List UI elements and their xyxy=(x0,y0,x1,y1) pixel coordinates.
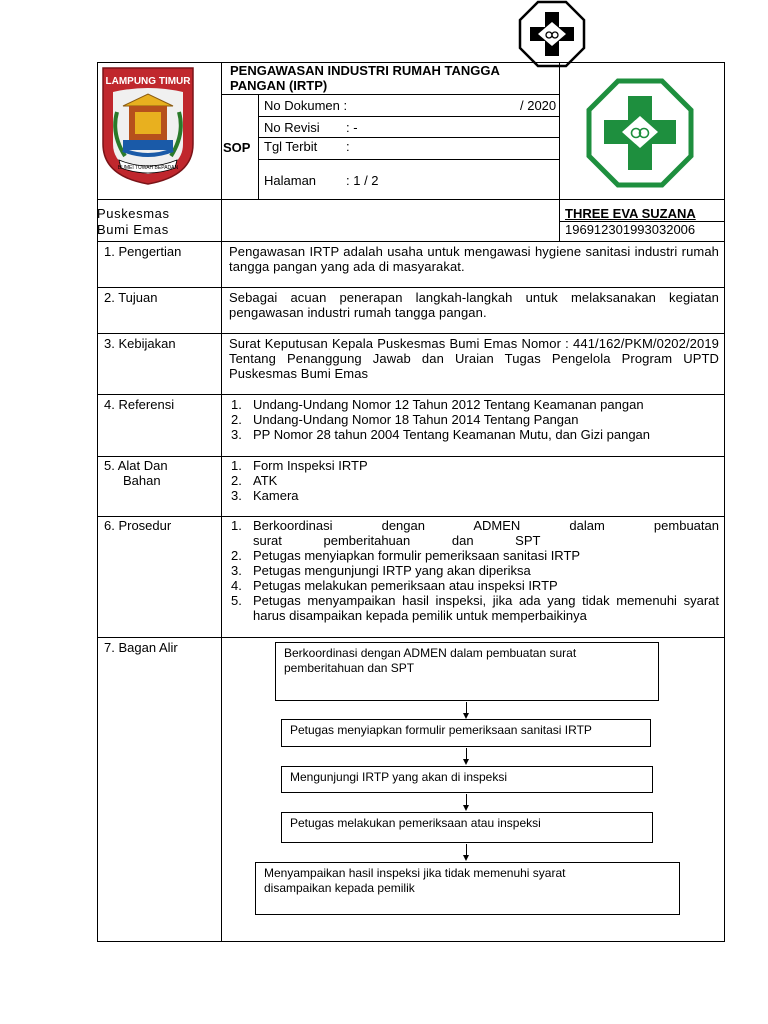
org-name-line1: Puskesmas xyxy=(97,206,170,221)
section-label-kebijakan: 3. Kebijakan xyxy=(104,336,176,351)
section-line-6 xyxy=(97,516,725,517)
list-item: 5. Petugas menyampaikan hasil inspeksi, jika ada yang tidak memenuhi syarat harus disampaikan kepada pemilik untuk memperbaikinya xyxy=(231,593,719,623)
flow-arrow-4 xyxy=(466,844,467,855)
flow-step-4: Petugas melakukan pemeriksaan atau inspeksi xyxy=(281,812,653,843)
no-revisi-value: : - xyxy=(346,120,358,135)
section-line-1 xyxy=(97,241,725,242)
section-label-bagan-alir: 7. Bagan Alir xyxy=(104,640,178,655)
column-divider xyxy=(221,62,222,942)
section-line-4 xyxy=(97,394,725,395)
row-line-3 xyxy=(258,159,559,160)
list-item: 1. Form Inspeksi IRTP xyxy=(231,458,368,473)
document-title-line1: PENGAWASAN INDUSTRI RUMAH TANGGA xyxy=(230,63,500,78)
no-dokumen-value: / 2020 xyxy=(520,98,557,113)
header-title-underline xyxy=(221,94,559,95)
lampung-timur-emblem xyxy=(99,64,197,186)
section-label-prosedur: 6. Prosedur xyxy=(104,518,172,533)
sop-label: SOP xyxy=(223,140,251,155)
section-text-pengertian: Pengawasan IRTP adalah usaha untuk mengawasi hygiene sanitasi industri rumah tangga pangan yang ada di masyarakat. xyxy=(229,244,719,274)
puskesmas-logo-top xyxy=(518,0,586,68)
prosedur-list xyxy=(231,518,719,623)
flow-arrow-1 xyxy=(466,702,467,713)
list-item: 1. Undang-Undang Nomor 12 Tahun 2012 Tentang Keamanan pangan xyxy=(231,397,644,412)
list-item: 4. Petugas melakukan pemeriksaan atau inspeksi IRTP xyxy=(231,578,558,593)
section-label-alat-line2: Bahan xyxy=(123,473,161,488)
list-item: 2. Petugas menyiapkan formulir pemeriksaan sanitasi IRTP xyxy=(231,548,581,563)
list-item: 1. Berkoordinasi dengan ADMEN dalam pembuatan surat pemberitahuan dan SPT xyxy=(231,518,719,548)
no-dokumen-label: No Dokumen : xyxy=(264,98,348,113)
tgl-terbit-value: : xyxy=(346,139,350,154)
flow-step-5: Menyampaikan hasil inspeksi jika tidak memenuhi syarat disampaikan kepada pemilik xyxy=(255,862,680,915)
sop-divider xyxy=(258,94,259,199)
signer-name: THREE EVA SUZANA xyxy=(565,206,696,221)
table-border-bottom xyxy=(97,941,725,942)
svg-text:BUMEI TUWAH BEPADAN: BUMEI TUWAH BEPADAN xyxy=(117,165,179,171)
section-text-tujuan: Sebagai acuan penerapan langkah-langkah untuk melaksanakan kegiatan pengawasan industri rumah tangga pangan. xyxy=(229,290,719,320)
table-border-right xyxy=(724,62,725,942)
section-label-tujuan: 2. Tujuan xyxy=(104,290,158,305)
flow-step-1: Berkoordinasi dengan ADMEN dalam pembuatan surat pemberitahuan dan SPT xyxy=(275,642,659,701)
no-revisi-label: No Revisi xyxy=(264,120,320,135)
halaman-value: : 1 / 2 xyxy=(346,173,379,188)
row-line-1 xyxy=(258,116,559,117)
header-bottom-line xyxy=(97,199,725,200)
list-item: 2. ATK xyxy=(231,473,278,488)
section-line-7 xyxy=(97,637,725,638)
table-border-left xyxy=(97,62,98,942)
list-item: 3. Kamera xyxy=(231,488,299,503)
section-line-5 xyxy=(97,456,725,457)
svg-text:LAMPUNG TIMUR: LAMPUNG TIMUR xyxy=(105,76,191,87)
halaman-label: Halaman xyxy=(264,173,317,188)
org-name-line2: Bumi Emas xyxy=(97,222,169,237)
list-item: 3. Petugas mengunjungi IRTP yang akan diperiksa xyxy=(231,563,531,578)
flow-step-2: Petugas menyiapkan formulir pemeriksaan sanitasi IRTP xyxy=(281,719,651,747)
section-label-pengertian: 1. Pengertian xyxy=(104,244,182,259)
list-item: 2. Undang-Undang Nomor 18 Tahun 2014 Tentang Pangan xyxy=(231,412,579,427)
signer-id: 196912301993032006 xyxy=(565,222,696,237)
section-label-alat-line1: 5. Alat Dan xyxy=(104,458,168,473)
flow-step-3: Mengunjungi IRTP yang akan di inspeksi xyxy=(281,766,653,793)
tgl-terbit-label: Tgl Terbit xyxy=(264,139,318,154)
header-divider-right xyxy=(559,62,560,242)
row-line-2 xyxy=(258,137,559,138)
puskesmas-logo xyxy=(586,78,694,188)
alat-list xyxy=(231,458,721,503)
section-line-3 xyxy=(97,333,725,334)
section-text-kebijakan: Surat Keputusan Kepala Puskesmas Bumi Emas Nomor : 441/162/PKM/0202/2019 Tentang Penanggung Jawab dan Uraian Tugas Pengelola Program UPTD Puskesmas Bumi Emas xyxy=(229,336,719,381)
flow-arrow-3 xyxy=(466,794,467,805)
referensi-list xyxy=(231,397,721,442)
document-title-line2: PANGAN (IRTP) xyxy=(230,78,328,93)
list-item: 3. PP Nomor 28 tahun 2004 Tentang Keamanan Mutu, dan Gizi pangan xyxy=(231,427,651,442)
flow-arrow-2 xyxy=(466,748,467,759)
section-label-referensi: 4. Referensi xyxy=(104,397,175,412)
section-line-2 xyxy=(97,287,725,288)
